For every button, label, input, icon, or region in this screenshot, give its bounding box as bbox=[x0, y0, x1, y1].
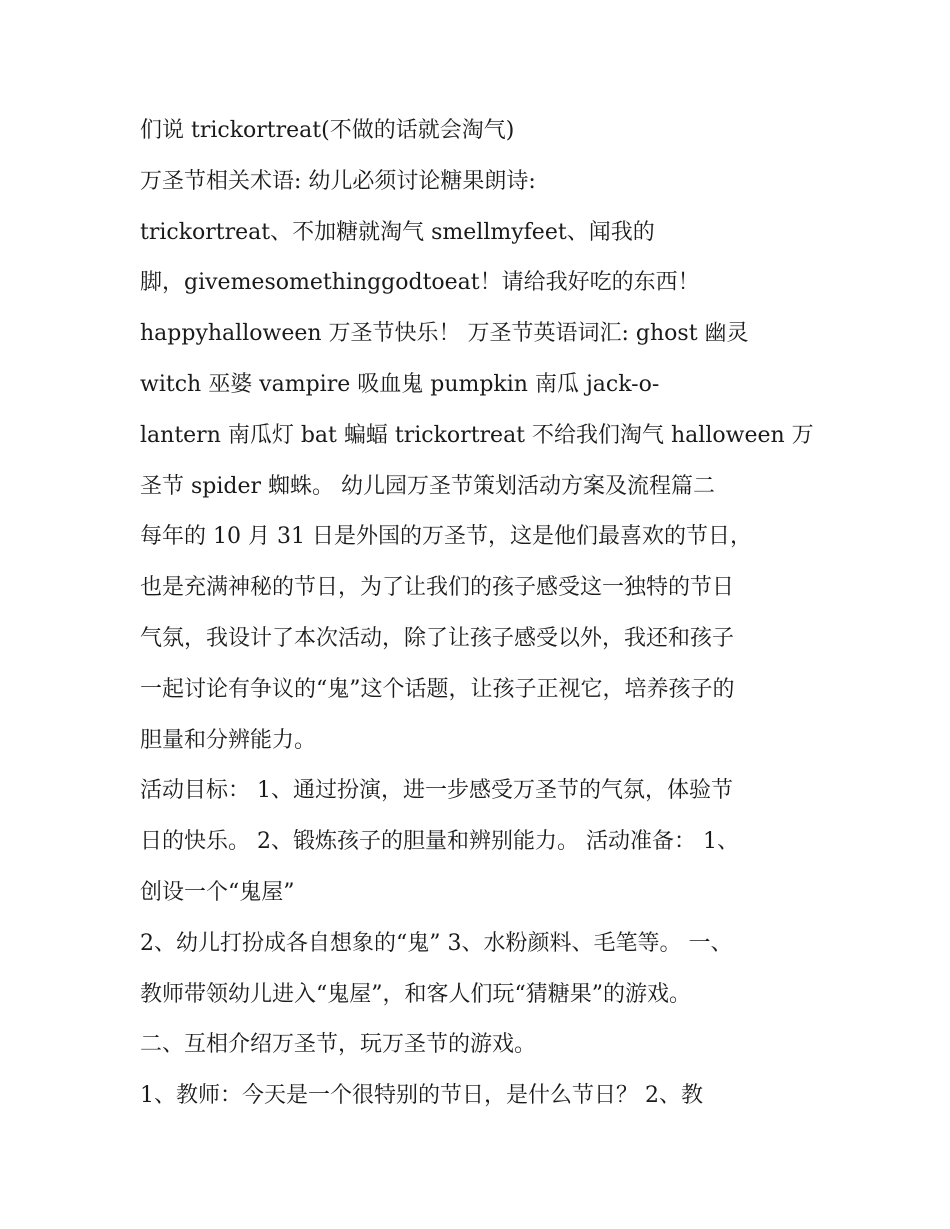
text-line: 们说 trickortreat(不做的话就会淘气) bbox=[140, 118, 515, 143]
text-line: 日的快乐。 2、锻炼孩子的胆量和辨别能力。 活动准备： 1、 bbox=[140, 829, 739, 855]
text-line: 气氛，我设计了本次活动，除了让孩子感受以外，我还和孩子 bbox=[140, 625, 735, 651]
text-line: 教师带领幼儿进入“鬼屋”，和客人们玩“猜糖果”的游戏。 bbox=[140, 981, 691, 1007]
text-line: 一起讨论有争议的“鬼”这个话题，让孩子正视它，培养孩子的 bbox=[140, 676, 735, 702]
text-line: 万圣节相关术语: 幼儿必须讨论糖果朗诗: bbox=[140, 168, 536, 194]
text-line: 2、幼儿打扮成各自想象的“鬼” 3、水粉颜料、毛笔等。 一、 bbox=[140, 930, 733, 956]
text-line: 脚，givemesomethinggodtoeat！请给我好吃的东西！ bbox=[140, 270, 700, 296]
text-line: happyhalloween 万圣节快乐！ 万圣节英语词汇: ghost 幽灵 bbox=[140, 321, 749, 347]
text-line: 创设一个“鬼屋” bbox=[140, 879, 295, 905]
text-line: 二、互相介绍万圣节，玩万圣节的游戏。 bbox=[140, 1032, 537, 1058]
text-line: lantern 南瓜灯 bat 蝙蝠 trickortreat 不给我们淘气 halloween 万 bbox=[140, 422, 814, 448]
text-line: trickortreat、不加糖就淘气 smellmyfeet、闻我的 bbox=[140, 219, 655, 245]
text-line: witch 巫婆 vampire 吸血鬼 pumpkin 南瓜 jack-o- bbox=[140, 371, 660, 397]
text-line: 圣节 spider 蜘蛛。 幼儿园万圣节策划活动方案及流程篇二 bbox=[140, 473, 716, 499]
document-text-body bbox=[140, 106, 820, 1122]
text-line: 胆量和分辨能力。 bbox=[140, 727, 317, 753]
text-line: 活动目标： 1、通过扮演，进一步感受万圣节的气氛，体验节 bbox=[140, 778, 733, 804]
text-line: 1、教师：今天是一个很特别的节日，是什么节日？ 2、教 bbox=[140, 1083, 703, 1109]
text-line: 也是充满神秘的节日，为了让我们的孩子感受这一独特的节日 bbox=[140, 575, 735, 601]
text-line: 每年的 10 月 31 日是外国的万圣节，这是他们最喜欢的节日， bbox=[140, 524, 752, 550]
